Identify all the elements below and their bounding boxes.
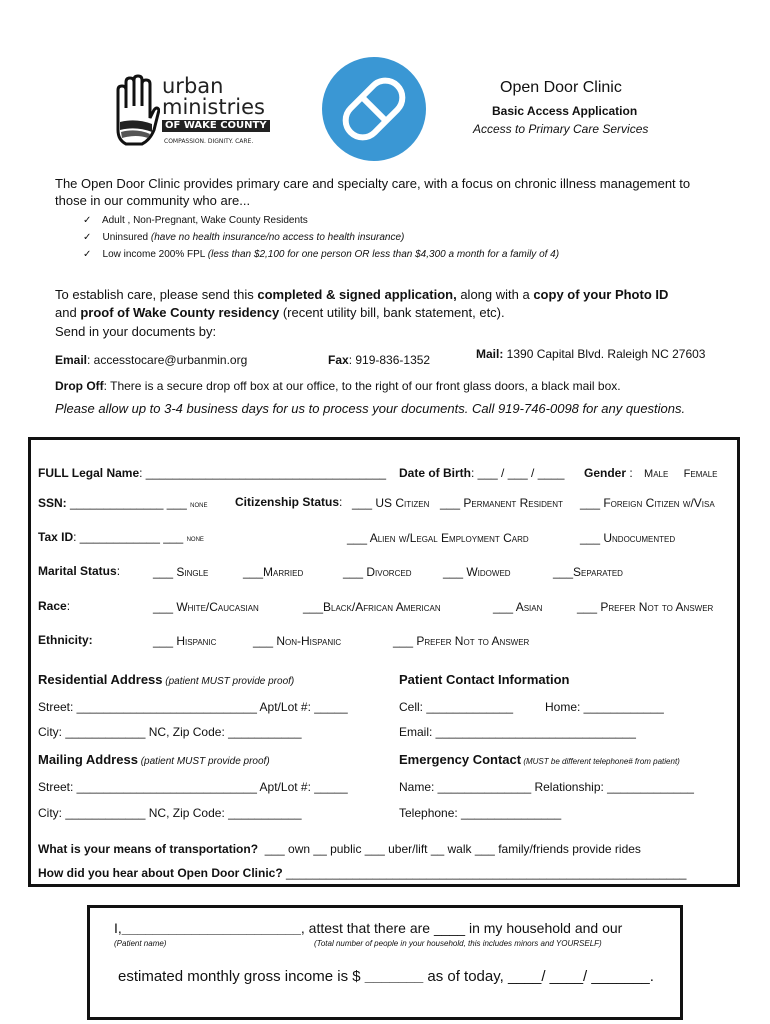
attestation-line1[interactable]: I,_______________________, attest that there are ____ in my household and our [114,920,623,936]
logo-line3: OF WAKE COUNTY [162,120,270,132]
ethnicity-prefer-not-option[interactable]: ___ Prefer Not to Answer [393,634,530,648]
instructions-line2: and proof of Wake County residency (recent utility bill, bank statement, etc). [55,305,505,320]
mailing-address-heading: Mailing Address (patient MUST provide proof) [38,752,270,767]
race-asian-option[interactable]: ___ Asian [493,600,543,614]
marital-widowed-option[interactable]: ___ Widowed [443,565,511,579]
marital-separated-option[interactable]: ___Separated [553,565,623,579]
processing-note: Please allow up to 3-4 business days for us to process your documents. Call 919-746-0098 for any questions. [55,401,686,416]
criteria-item [83,232,404,243]
criteria-note: (have no health insurance/no access to health insurance) [150,232,405,243]
citizenship-us-option[interactable]: ___ US Citizen [352,496,430,510]
criteria-item [83,215,308,226]
taxid-field[interactable]: Tax ID: ____________ ___ none [38,530,204,544]
residential-address-heading: Residential Address (patient MUST provide proof) [38,672,295,687]
mailing-street-field[interactable]: Street: ___________________________ Apt/Lot #: _____ [38,780,348,794]
emergency-telephone-field[interactable]: Telephone: _______________ [399,806,562,820]
race-label: Race: [38,599,71,613]
referral-source-field[interactable]: How did you hear about Open Door Clinic? ____________________________________________________________ [38,866,687,880]
intro-line1: The Open Door Clinic provides primary care and specialty care, with a focus on chronic illness management to [55,176,691,191]
marital-divorced-option[interactable]: ___ Divorced [343,565,412,579]
dob-field[interactable]: Date of Birth: ___ / ___ / ____ [399,466,565,480]
transportation-field[interactable]: What is your means of transportation? ___ own __ public ___ uber/lift __ walk ___ family/friends provide rides [38,842,641,856]
ethnicity-hispanic-option[interactable]: ___ Hispanic [153,634,217,648]
criteria-text: Uninsured [102,232,151,243]
mailing-city-field[interactable]: City: ____________ NC, Zip Code: ___________ [38,806,302,820]
ethnicity-non-hispanic-option[interactable]: ___ Non-Hispanic [253,634,342,648]
marital-single-option[interactable]: ___ Single [153,565,209,579]
ssn-field[interactable]: SSN: ______________ ___ none [38,496,208,510]
criteria-text: Adult , Non-Pregnant, Wake County Residents [101,215,308,226]
email-field[interactable]: Email: ______________________________ [399,725,636,739]
logo-line2: ministries [162,95,265,119]
instructions-line3: Send in your documents by: [55,324,217,339]
marital-married-option[interactable]: ___Married [243,565,304,579]
urban-ministries-logo [112,74,272,154]
email-link[interactable]: : accesstocare@urbanmin.org [87,353,248,367]
check-icon: ✓ [83,232,92,243]
race-prefer-not-option[interactable]: ___ Prefer Not to Answer [577,600,714,614]
logo-tagline: COMPASSION. DIGNITY. CARE. [164,138,254,145]
mail-info: Mail: 1390 Capital Blvd. Raleigh NC 27603 [476,347,706,361]
application-form [28,437,740,887]
emergency-contact-heading: Emergency Contact (MUST be different telephone# from patient) [399,752,680,767]
residential-city-field[interactable]: City: ____________ NC, Zip Code: ___________ [38,725,302,739]
cell-field[interactable]: Cell: _____________ [399,700,514,714]
clinic-title: Open Door Clinic [500,79,622,96]
residential-street-field[interactable]: Street: ___________________________ Apt/Lot #: _____ [38,700,348,714]
form-tagline: Access to Primary Care Services [473,122,649,136]
dropoff-info: Drop Off: There is a secure drop off box at our office, to the right of our front glass doors, a black mail box. [55,379,621,393]
check-icon: ✓ [83,249,92,260]
citizenship-label: Citizenship Status: [235,495,343,509]
criteria-item [83,249,559,260]
ethnicity-label: Ethnicity: [38,633,93,647]
patient-name-note: (Patient name) [114,939,167,948]
pill-icon [317,55,435,163]
household-note: (Total number of people in your household, this includes minors and YOURSELF) [314,939,602,948]
criteria-note: (less than $2,100 for one person OR less than $4,300 a month for a family of 4) [207,249,560,260]
legal-name-field[interactable]: FULL Legal Name: ____________________________________ [38,466,387,480]
marital-label: Marital Status: [38,564,121,578]
citizenship-undocumented-option[interactable]: ___ Undocumented [580,531,676,545]
hand-logo-icon [112,74,160,152]
gender-field[interactable]: Gender : Male Female [584,466,718,480]
patient-contact-heading: Patient Contact Information [399,672,570,687]
logo-line1: urban [162,74,224,98]
home-phone-field[interactable]: Home: ____________ [545,700,664,714]
race-black-option[interactable]: ___Black/African American [303,600,441,614]
instructions-line1: To establish care, please send this completed & signed application, along with a copy of your Photo ID [55,287,669,302]
criteria-text: Low income 200% FPL [102,249,208,260]
form-subtitle: Basic Access Application [492,104,638,118]
citizenship-foreign-option[interactable]: ___ Foreign Citizen w/Visa [580,496,715,510]
fax-info: Fax: 919-836-1352 [328,353,431,367]
intro-line2: those in our community who are... [55,193,251,208]
attestation-box [87,905,683,1020]
check-icon: ✓ [83,215,92,226]
citizenship-alien-option[interactable]: ___ Alien w/Legal Employment Card [347,531,529,545]
income-line[interactable]: estimated monthly gross income is $ _______ as of today, ____/ ____/ _______. [118,968,654,985]
email-info: Email: accesstocare@urbanmin.org [55,353,248,367]
citizenship-permanent-option[interactable]: ___ Permanent Resident [440,496,563,510]
race-white-option[interactable]: ___ White/Caucasian [153,600,259,614]
emergency-name-field[interactable]: Name: ______________ Relationship: _____________ [399,780,694,794]
